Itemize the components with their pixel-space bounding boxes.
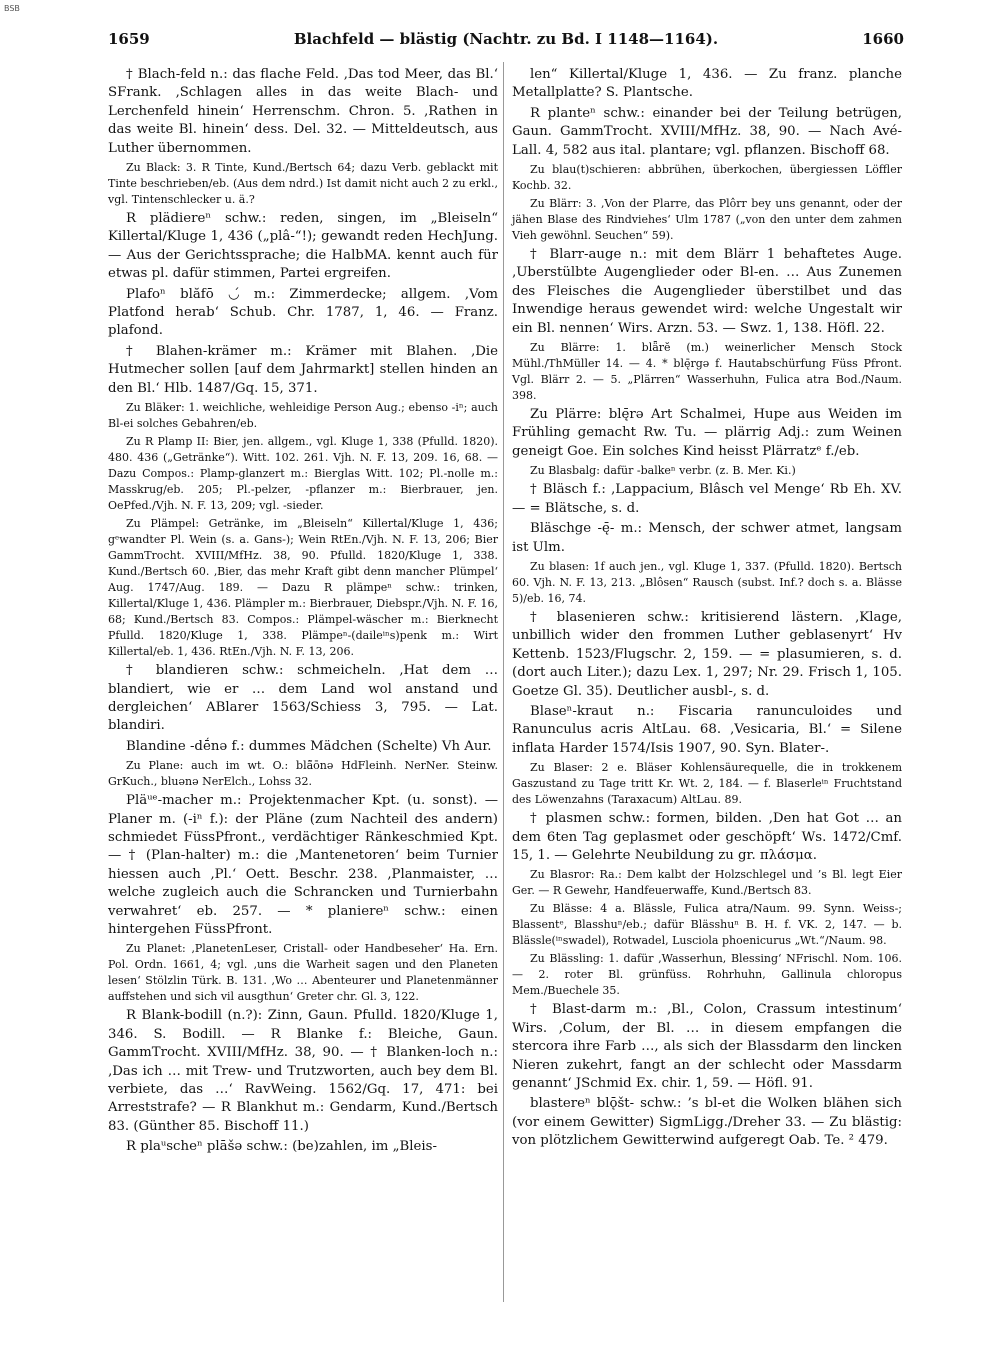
left-column [108, 66, 498, 1159]
dictionary-entry: Zu Blaser: 2 e. Bläser Kohlensäurequelle, die in trokkenem Gaszustand zu Tage tritt Kr. Wt. 2, 184. — f. Blaserleⁱⁿ Fruchtstand des Löwenzahns (Taraxacum) AltLau. 89. [512, 761, 902, 807]
dictionary-entry: R planteⁿ schw.: einander bei der Teilung betrügen, Gaun. GammTrocht. XVIII/MfHz. 38, 90. — Nach Avé-Lall. 4, 582 aus ital. plantare; vgl. pflanzen. Bischoff 68. [512, 105, 902, 158]
dictionary-entry: † Blast-darm m.: ‚Bl., Colon, Crassum intestinum‘ Wirs. ‚Colum, der Bl. … in diesem empfangen die stercora ihre Farb …, als sich der Blassdarm den lincken Nieren zukehrt, fangt an der schlecht oder Massdarm genannt‘ JSchmid Ex. chir. 1, 59. — Höfl. 91. [512, 1002, 902, 1091]
dictionary-entry: Zu R Plamp II: Bier, jen. allgem., vgl. Kluge 1, 338 (Pfulld. 1820). 480. 436 („Getränke“). Witt. 102. 261. Vjh. N. F. 13, 209. 16, 68. — Dazu Compos.: Plamp-glanzert m.: Bierglas Witt. 102; Pl.-nolle m.: Masskrug/eb. 205; Pl.-pelzer, -pflanzer m.: Bierbrauer, jen. OePfed./Vjh. N. F. 13, 209; vgl. -sieder. [108, 435, 498, 513]
dictionary-entry: Zu blau(t)schieren: abbrühen, überkochen, übergiessen Löffler Kochb. 32. [512, 163, 902, 193]
page-number-right: 1660 [862, 30, 904, 48]
right-column [512, 66, 902, 1153]
dictionary-entry: Zu Black: 3. R Tinte, Kund./Bertsch 64; dazu Verb. geblackt mit Tinte beschrieben/eb. (Aus dem ndrd.) Ist damit nicht auch 2 zu erkl., vgl. Tintenschlecker u. ä.? [108, 161, 498, 207]
dictionary-entry: Zu Blasror: Ra.: Dem kalbt der Holzschlegel und ’s Bl. legt Eier Ger. — R Gewehr, Handfeuerwaffe, Kund./Bertsch 83. [512, 868, 902, 898]
dictionary-entry: † Blach-feld n.: das flache Feld. ‚Das tod Meer, das Bl.‘ SFrank. ‚Schlagen alles in das weite Blach- und Lerchenfeld hinein‘ Herrenschm. Chron. 5. ‚Rathen in das weite Bl. hinein‘ dess. Del. 32. — Mitteldeutsch, aus Luther übernommen. [108, 67, 498, 156]
dictionary-entry: Zu Planet: ‚PlanetenLeser, Cristall- oder Handbeseher‘ Ha. Ern. Pol. Ordn. 1661, 4; vgl. ‚uns die Warheit sagen und den Planeten lesen‘ Stölzlin Türk. B. 131. ‚Wo … Abenteurer und Planetenmänner auffstehen und sich vil ausgthun‘ Greter chr. Gl. 3, 122. [108, 942, 498, 1004]
dictionary-entry: Zu Blasbalg: dafür -balkeⁿ verbr. (z. B. Mer. Ki.) [530, 464, 796, 478]
dictionary-entry: blastereⁿ blǭšt- schw.: ’s bl-et die Wolken blähen sich (vor einem Gewitter) SigmLigg./Dreher 33. — Zu blästig: von plötzlichem Gewitterwind aufgeregt Oab. Te. ² 479. [512, 1096, 902, 1149]
dictionary-entry: Zu Plämpel: Getränke, im „Bleiseln“ Killertal/Kluge 1, 436; gᵉwandter Pl. Wein (s. a. Gans-); Wein RtEn./Vjh. N. F. 13, 206; Bier GammTrocht. XVIII/MfHz. 38, 90. Pfulld. 1820/Kluge 1, 338. Kund./Bertsch 60. ‚Bier, das mehr Kraft gibt denn mancher Plümpel‘ Aug. 1747/Aug. 189. — Dazu R plämpeⁿ schw.: trinken, Killertal/Kluge 1, 436. Plämpler m.: Bierbrauer, Diebspr./Vjh. N. F. 16, 68; Kund./Bertsch 83. Compos.: Plämpel-wäscher m.: Bierknecht Pfulld. 1820/Kluge 1, 338. Plämpeⁿ-(daileⁱⁿs)penk m.: Wirt Killertal/eb. 1, 436. RtEn./Vjh. N. F. 13, 206. [108, 517, 498, 659]
dictionary-entry: Zu Blärre: 1. blǟrĕ (m.) weinerlicher Mensch Stock Mühl./ThMüller 14. — 4. * blę̄rgə f. Hautabschürfung Füss Pfront. Vgl. Blärr 2. — 5. „Plärren“ Wasserhuhn, Fulica atra Bod./Naum. 398. [512, 341, 902, 403]
dictionary-entry: Zu Bläker: 1. weichliche, wehleidige Person Aug.; ebenso -iⁿ; auch Bl-ei solches Gebahren/eb. [108, 401, 498, 431]
dictionary-entry: Zu blasen: 1f auch jen., vgl. Kluge 1, 337. (Pfulld. 1820). Bertsch 60. Vjh. N. F. 13, 213. „Blôsen“ Rausch (subst. Inf.? doch s. a. Blässe 5)/eb. 16, 74. [512, 559, 902, 605]
dictionary-entry: † Bläsch f.: ‚Lappacium, Blâsch vel Menge‘ Rb Eh. XV. — = Blätsche, s. d. [512, 482, 902, 516]
dictionary-entry: † Blarr-auge n.: mit dem Blärr 1 behaftetes Auge. ‚Uberstülbte Augenglieder oder Bl-en. … Aus Zunemen des Fleisches die Augenglieder überstilbet und das Inwendige heraus gewendet wird: welche Ungestalt wir ein Bl. nennen‘ Wirs. Arzn. 53. — Swz. 1, 138. Höfl. 22. [512, 247, 902, 336]
dictionary-entry: len“ Killertal/Kluge 1, 436. — Zu franz. planche Metallplatte? S. Plantsche. [512, 67, 902, 101]
dictionary-entry: † plasmen schw.: formen, bilden. ‚Den hat Got … an dem 6ten Tag geplasmet oder geschöpft‘ Ws. 1472/Cmf. 15, 1. — Gelehrte Neubildung zu gr. πλάσμα. [512, 811, 902, 863]
page-title: Blachfeld — blästig (Nachtr. zu Bd. I 1148—1164). [293, 30, 719, 48]
dictionary-entry: Plafoⁿ blăfō ◡́ m.: Zimmerdecke; allgem. ‚Vom Platfond herab‘ Schub. Chr. 1787, 1, 46. — Franz. plafond. [108, 286, 498, 339]
page-number-left: 1659 [108, 30, 150, 48]
dictionary-entry: Zu Blärr: 3. ‚Von der Plarre, das Plôrr bey uns genannt, oder der jähen Blase des Rindviehes‘ Ulm 1787 („von den unter dem zahmen Vieh gewöhnl. Seuchen“ 59). [512, 197, 902, 243]
running-header [108, 30, 904, 54]
dictionary-entry: Zu Plane: auch im wt. O.: blā̃ōnə HdFleinh. NerNer. Steinw. GrKuch., bluənə NerElch., Lohss 32. [108, 759, 498, 789]
dictionary-entry: Blandine -dḗnə f.: dummes Mädchen (Schelte) Vh Aur. [126, 738, 492, 754]
dictionary-entry: R plädiereⁿ schw.: reden, singen, im „Bleiseln“ Killertal/Kluge 1, 436 („plâ-“!); gewandt reden HechJung. — Aus der Gerichtssprache; die HalbMA. kennt auch für etwas pl. dafür stimmen, Partei ergreifen. [108, 211, 498, 282]
dictionary-entry: † Blahen-krämer m.: Krämer mit Blahen. ‚Die Hutmecher sollen [auf dem Jahrmarkt] stellen hinden an den Bl.‘ Hlb. 1487/Gq. 15, 371. [108, 343, 498, 396]
dictionary-entry: Bläschge -ę̄- m.: Mensch, der schwer atmet, langsam ist Ulm. [512, 521, 902, 555]
dictionary-entry: Zu Plärre: blę̄rə Art Schalmei, Hupe aus Weiden im Frühling gemacht Rw. Tu. — plärrig Adj.: zum Weinen geneigt Goe. Ein solches Kind heisst Plärratzᵉ f./eb. [512, 407, 902, 459]
dictionary-entry: † blasenieren schw.: kritisierend lästern. ‚Klage, unbillich wider den frommen Luther geblasenyrt‘ Hv Kettenb. 1523/Flugschr. 2, 159. — = plasumieren, s. d. (dort auch Liter.); dazu Lex. 1, 297; Nr. 29. Frisch 1, 105. Goetze Gl. 35). Deutlicher ausbl-, s. d. [512, 609, 902, 699]
dictionary-entry: Pläᵘᵉ-macher m.: Projektenmacher Kpt. (u. sonst). — Planer m. (-iⁿ f.): der Pläne (zum Nachteil des andern) schmiedet FüssPfront., verdächtiger Ränkeschmied Kpt. — † (Plan-halter) m.: die ‚Mantenetoren‘ beim Turnier hiessen auch ‚Pl.‘ Oett. Beschr. 238. ‚Planmaister, … welche zugleich auch die Schrancken und Turnierbahn verwahret‘ eb. 257. — * planiereⁿ schw.: einen hintergehen FüssPfront. [108, 793, 498, 937]
dictionary-entry: Zu Blässling: 1. dafür ‚Wasserhun, Blessing‘ NFrischl. Nom. 106. — 2. roter Bl. grünfüss. Rohrhuhn, Gallinula chloropus Mem./Buechele 35. [512, 952, 902, 998]
dictionary-entry: † blandieren schw.: schmeicheln. ‚Hat dem … blandiert, wie er … dem Land wol anstand und dergleichen‘ ABlarer 1563/Schiess 3, 795. — Lat. blandiri. [108, 663, 498, 734]
dictionary-entry: Blaseⁿ-kraut n.: Fiscaria ranunculoides und Ranunculus acris AltLau. 68. ‚Vesicaria, Bl.‘ = Silene inflata Harder 1574/Isis 1907, 90. Syn. Blater-. [512, 703, 902, 756]
column-divider [503, 62, 504, 1302]
dictionary-entry: R plaᵘscheⁿ plāšə schw.: (be)zahlen, im „Bleis- [126, 1139, 437, 1155]
dictionary-entry: Zu Blässe: 4 a. Blässle, Fulica atra/Naum. 99. Synn. Weiss-; Blassentᵉ, Blasshuⁿ/eb.; dafür Blässhuⁿ B. H. f. VK. 2, 147. — b. Blässle(ⁱⁿswadel), Rotwadel, Lusciola phoenicurus „Wt.“/Naum. 98. [512, 902, 902, 948]
dictionary-entry: R Blank-bodill (n.?): Zinn, Gaun. Pfulld. 1820/Kluge 1, 346. S. Bodill. — R Blanke f.: Bleiche, Gaun. GammTrocht. XVIII/MfHz. 38, 90. — † Blanken-loch n.: ‚Das ich … mit Trew- und Trutzworten, auch bey dem Bl. verbiete, das …‘ RavWeing. 1562/Gq. 17, 471: bei Arreststrafe? — R Blankhut m.: Gendarm, Kund./Bertsch 83. (Günther 85. Bischoff 11.) [108, 1008, 498, 1134]
library-stamp: BSB [4, 4, 20, 13]
